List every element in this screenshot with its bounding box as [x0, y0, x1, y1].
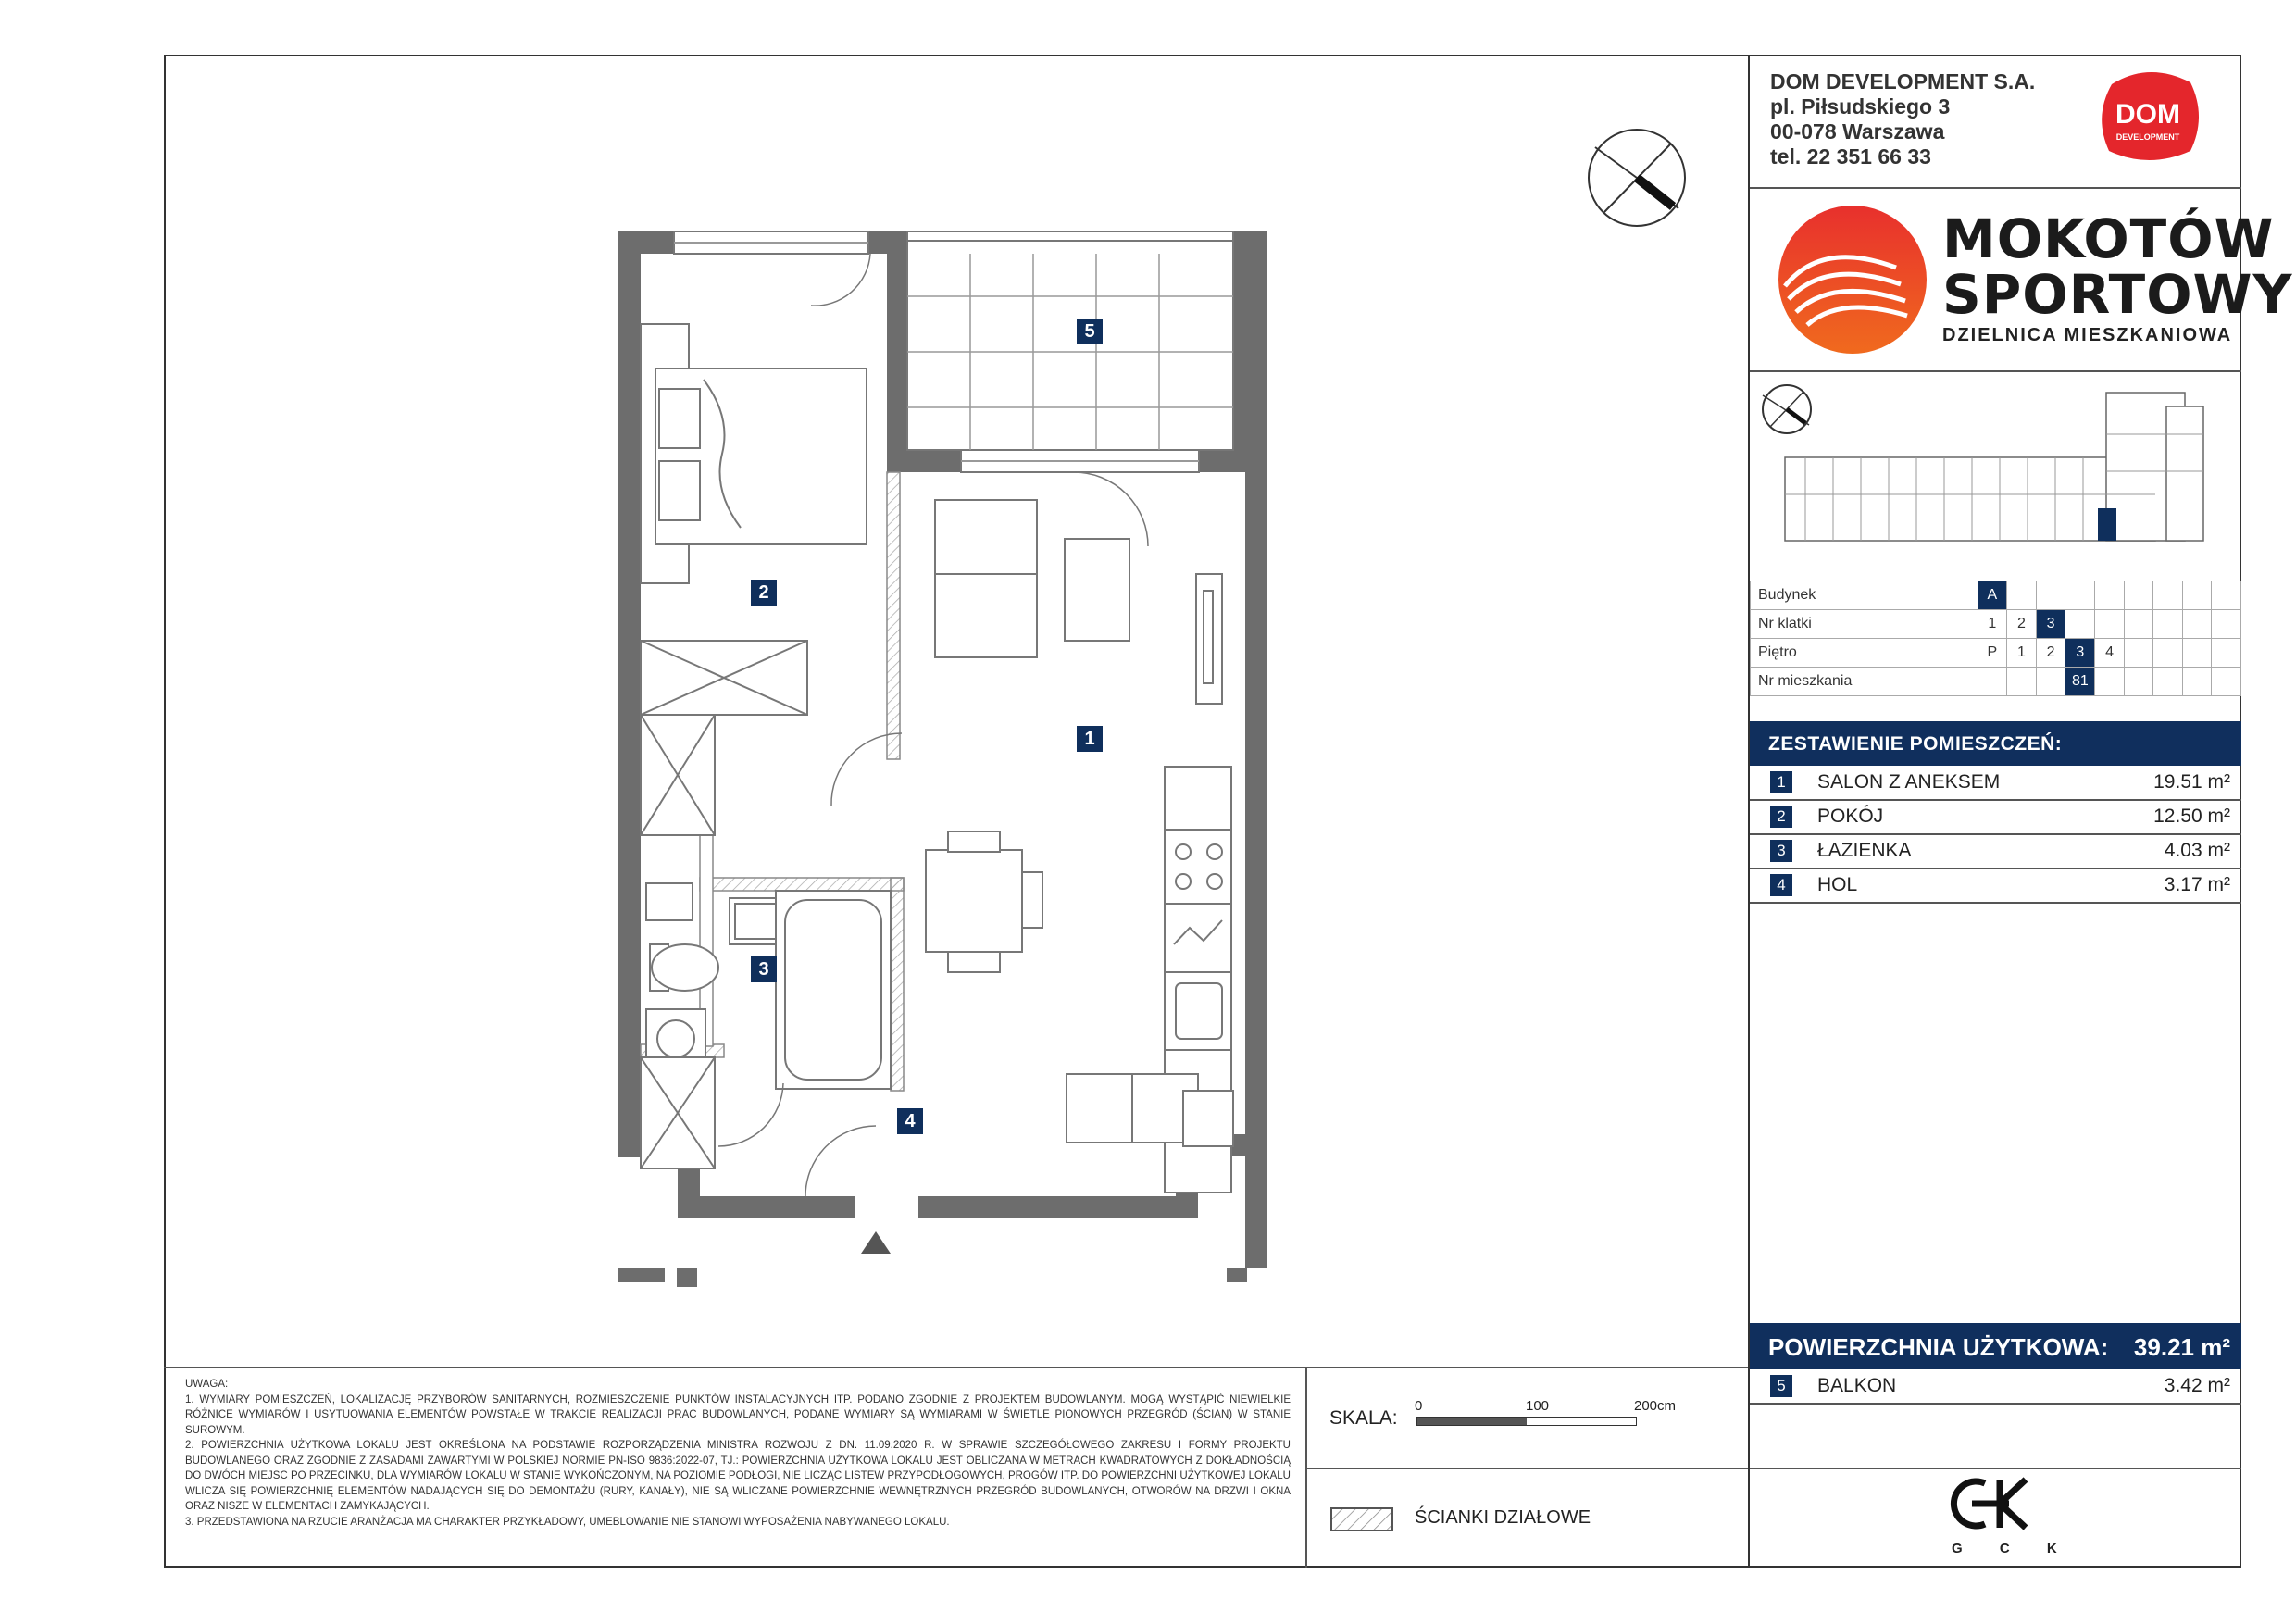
info-cell: [2212, 668, 2241, 696]
info-cell: [2182, 581, 2212, 610]
info-cell: [2065, 581, 2095, 610]
info-row-label: Nr klatki: [1751, 610, 1978, 639]
rooms-header-label: ZESTAWIENIE POMIESZCZEŃ:: [1768, 733, 2063, 755]
room-label-2: 2: [751, 580, 777, 606]
room-row: [1750, 766, 2241, 801]
usable-area-label: POWIERZCHNIA UŻYTKOWA:: [1768, 1333, 2109, 1361]
compass-icon: [1586, 127, 1688, 229]
info-cell: [1978, 668, 2007, 696]
partition-walls-label: ŚCIANKI DZIAŁOWE: [1415, 1507, 1591, 1528]
room-area: 3.17 m²: [2164, 874, 2230, 895]
partition-hatch-icon: [1330, 1507, 1393, 1531]
dom-development-logo: [2089, 66, 2209, 168]
gck-letters: G C K: [1952, 1541, 2074, 1556]
info-row: [1751, 668, 2241, 696]
info-cell: A: [1978, 581, 2007, 610]
info-row: [1751, 581, 2241, 610]
project-title-line1: MOKOTÓW: [1942, 207, 2275, 270]
room-name: ŁAZIENKA: [1817, 840, 1912, 861]
company-phone: tel. 22 351 66 33: [1770, 144, 1931, 169]
room-label-1: 1: [1077, 726, 1103, 752]
info-cell: [2124, 668, 2153, 696]
company-name: DOM DEVELOPMENT S.A.: [1770, 69, 2036, 94]
usable-area-bar: [1750, 1323, 2241, 1369]
info-cell: [2124, 581, 2153, 610]
room-area: 19.51 m²: [2153, 771, 2230, 793]
project-subtitle: DZIELNICA MIESZKANIOWA: [1942, 325, 2233, 345]
info-cell: [2212, 610, 2241, 639]
mokotow-sportowy-emblem: [1776, 203, 1929, 356]
room-number: 3: [1770, 840, 1792, 862]
room-area: 12.50 m²: [2153, 806, 2230, 827]
balcony-number: 5: [1770, 1375, 1792, 1397]
info-cell: [2153, 610, 2183, 639]
site-key-plan: [1750, 379, 2243, 564]
company-address2: 00-078 Warszawa: [1770, 119, 1945, 144]
info-row-label: Nr mieszkania: [1751, 668, 1978, 696]
info-cell: 1: [2007, 639, 2037, 668]
rooms-header: [1750, 721, 2241, 766]
company-address1: pl. Piłsudskiego 3: [1770, 94, 1951, 119]
usable-area-value: 39.21 m²: [2133, 1333, 2230, 1361]
info-cell: 1: [1978, 610, 2007, 639]
notes-top-border: [164, 1367, 1748, 1368]
gck-logo: [1944, 1476, 2046, 1545]
notes-block: [185, 1377, 1291, 1530]
info-cell: [2212, 581, 2241, 610]
info-cell: [2124, 610, 2153, 639]
room-row: [1750, 834, 2241, 869]
info-cell: [2124, 639, 2153, 668]
balcony-name: BALKON: [1817, 1375, 1897, 1396]
svg-text:DEVELOPMENT: DEVELOPMENT: [2115, 132, 2180, 142]
info-cell: 2: [2036, 639, 2065, 668]
balcony-row: [1750, 1369, 2241, 1405]
info-cell: [2153, 639, 2183, 668]
info-cell: [2007, 581, 2037, 610]
info-cell: [2182, 610, 2212, 639]
info-row-label: Budynek: [1751, 581, 1978, 610]
room-name: SALON Z ANEKSEM: [1817, 771, 2001, 793]
info-cell: [2007, 668, 2037, 696]
info-row: [1751, 610, 2241, 639]
room-row: [1750, 800, 2241, 835]
scale-tick-200: 200cm: [1634, 1398, 1677, 1414]
note-2: 2. POWIERZCHNIA UŻYTKOWA LOKALU JEST OKREŚLONA NA PODSTAWIE ROZPORZĄDZENIA MINISTRA ROZWOJU Z DN. 11.09.2020 R. W SPRAWIE SZCZEGÓŁOWEGO ZAKRESU I FORMY PROJEKTU BUDOWLANEGO ORAZ ZGODNIE Z ZASADAMI ZAWARTYMI W POLSKIEJ NORMIE PN-ISO 9836:2022-07, TJ.: POWIERZCHNIA UŻYTKOWA LOKALU JEST OBLICZANA W METRACH KWADRATOWYCH Z DOKŁADNOŚCIĄ DO DWÓCH MIEJSC PO PRZECINKU, DLA WYMIARÓW LOKALU W STANIE WYKOŃCZONYM, NA POZIOMIE PODŁOGI, NIE LICZĄC LISTEW PRZYPODŁOGOWYCH, PROGÓW ITP. DO POWIERZCHNI UŻYTKOWEJ LOKALU WLICZA SIĘ POWIERZCHNIĘ ELEMENTÓW NADAJĄCYCH SIĘ DO DEMONTAŻU (RURY, KANAŁY), NIE SĄ WLICZANE POWIERZCHNIE WEWNĘTRZNYCH PRZEGRÓD BUDOWLANYCH, OTWORÓW NA DRZWI I OKNA ORAZ NISZE W ELEMENTACH ZAMYKAJĄCYCH.: [185, 1440, 1291, 1512]
room-number: 4: [1770, 874, 1792, 896]
info-cell: [2036, 581, 2065, 610]
info-cell: 3: [2065, 639, 2095, 668]
note-3: 3. PRZEDSTAWIONA NA RZUCIE ARANŻACJA MA CHARAKTER PRZYKŁADOWY, UMEBLOWANIE NIE STANOWI WYPOSAŻENIA NABYWANEGO LOKALU.: [185, 1516, 950, 1528]
info-cell: 2: [2007, 610, 2037, 639]
info-row-label: Piętro: [1751, 639, 1978, 668]
room-area: 4.03 m²: [2164, 840, 2230, 861]
scale-tick-100: 100: [1526, 1398, 1550, 1414]
note-1: 1. WYMIARY POMIESZCZEŃ, LOKALIZACJĘ PRZYBORÓW SANITARNYCH, ROZMIESZCZENIE PUNKTÓW INSTALACYJNYCH ITP. PODANO ZGODNIE Z PROJEKTEM BUDOWLANYM. MOGĄ WYSTĄPIĆ NIEWIELKIE RÓŻNICE WYMIARÓW I USYTUOWANIA ELEMENTÓW POWSTAŁE W TRAKCIE REALIZACJI PRAC BUDOWLANYCH, PODANE WYMIARY SĄ WYMIARAMI W ŚWIETLE PIONOWYCH PRZEGRÓD (ŚCIAN) W STANIE SUROWYM.: [185, 1393, 1291, 1436]
notes-heading: UWAGA:: [185, 1379, 229, 1390]
info-cell: [2036, 668, 2065, 696]
info-cell: P: [1978, 639, 2007, 668]
info-cell: [2153, 668, 2183, 696]
info-cell: [2212, 639, 2241, 668]
project-title-line2: SPORTOWY: [1942, 263, 2293, 326]
scale-divider: [1305, 1468, 1748, 1469]
room-label-4: 4: [897, 1108, 923, 1134]
apartment-plan: [593, 213, 1296, 1268]
room-name: HOL: [1817, 874, 1858, 895]
unit-info-table: [1750, 581, 2241, 696]
info-cell: [2095, 581, 2125, 610]
info-cell: [2095, 668, 2125, 696]
balcony: [907, 231, 1233, 450]
scale-label: SKALA:: [1329, 1407, 1398, 1429]
svg-text:DOM: DOM: [2115, 99, 2180, 130]
info-row: [1751, 639, 2241, 668]
info-cell: [2065, 610, 2095, 639]
balcony-area: 3.42 m²: [2164, 1375, 2230, 1396]
info-cell: [2095, 610, 2125, 639]
info-cell: [2153, 581, 2183, 610]
info-cell: 81: [2065, 668, 2095, 696]
info-cell: [2182, 668, 2212, 696]
scale-tick-0: 0: [1415, 1398, 1423, 1414]
company-info: [1770, 69, 2035, 169]
info-cell: [2182, 639, 2212, 668]
room-number: 2: [1770, 806, 1792, 828]
room-label-5: 5: [1077, 319, 1103, 344]
room-label-3: 3: [751, 956, 777, 982]
info-cell: 3: [2036, 610, 2065, 639]
room-name: POKÓJ: [1817, 806, 1884, 827]
scale-bar: [1416, 1417, 1637, 1426]
info-panel: [1748, 55, 2293, 1568]
room-row: [1750, 868, 2241, 904]
room-number: 1: [1770, 771, 1792, 793]
info-cell: 4: [2095, 639, 2125, 668]
